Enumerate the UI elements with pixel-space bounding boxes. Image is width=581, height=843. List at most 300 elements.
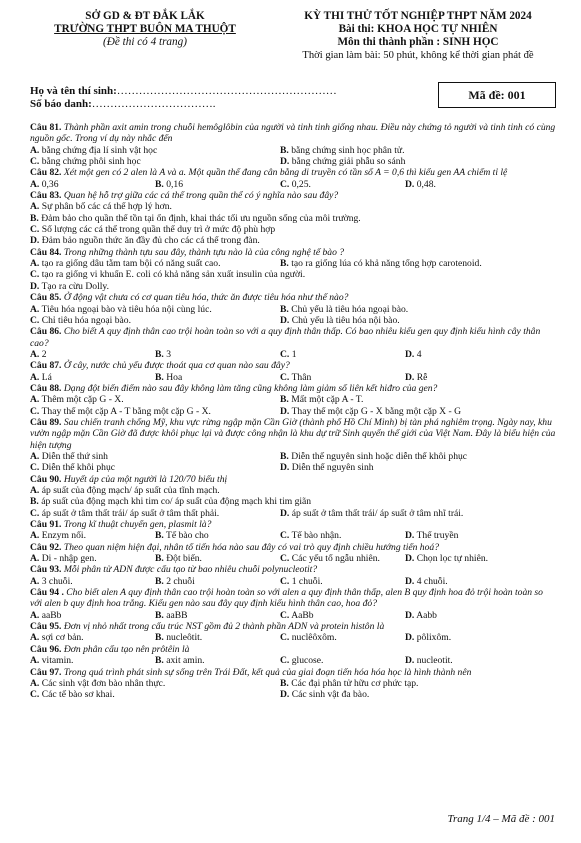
question — [30, 564, 556, 587]
question-stem — [30, 360, 556, 371]
answer-option — [155, 655, 280, 666]
option-text: Thay thế một cặp A - T bằng một cặp G - X. — [41, 405, 211, 417]
option-text: pôlixôm. — [416, 632, 452, 644]
option-letter: B. — [155, 371, 164, 383]
question-text: Quan hệ hỗ trợ giữa các cá thể trong quần thể có ý nghĩa nào sau đây? — [63, 190, 339, 202]
question-text: Theo quan niệm hiện đại, nhân tố tiến hóa nào sau đây có vai trò quy định chiều hướng tiến hoá? — [63, 541, 439, 553]
option-text: Thay thế một cặp G - X bằng một cặp X - G — [291, 405, 462, 417]
option-letter: C. — [30, 314, 40, 326]
option-text: Thêm một cặp G - X. — [41, 394, 124, 406]
question-text: Sau chiến tranh chống Mỹ, khu vực rừng ngập mặn Cần Giờ (thành phố Hồ Chí Minh) bị tàn phá nghiêm trọng. Ngày nay, khu vườn ngập mặn Cần Giờ đã được khôi phục lại và được công nhận là khu dự trữ Sinh quyển thế giới của Việt Nam. Đây là biểu hiện của hiện tượng — [30, 416, 556, 451]
option-letter: D. — [280, 689, 290, 701]
option-letter: B. — [155, 575, 164, 587]
option-text: 0,25. — [291, 178, 311, 190]
option-text: 4 — [416, 348, 422, 360]
option-letter: B. — [30, 212, 39, 224]
question — [30, 326, 556, 360]
option-text: Diễn thế nguyên sinh hoặc diễn thế khôi phục — [291, 450, 468, 462]
option-letter: D. — [405, 348, 415, 360]
option-text: 0,36 — [41, 178, 59, 190]
exam-time: Thời gian làm bài: 50 phút, không kể thời gian phát đề — [302, 50, 534, 61]
answer-option — [280, 406, 530, 417]
option-text: Thân — [291, 371, 312, 383]
department-name: SỞ GD & ĐT ĐẮK LẮK — [85, 10, 205, 22]
option-text: 0,16 — [166, 178, 184, 190]
question-number: Câu 87. — [30, 360, 62, 372]
answer-option — [155, 530, 280, 541]
question — [30, 167, 556, 190]
option-letter: D. — [405, 553, 415, 565]
option-text: glucose. — [291, 655, 324, 667]
question — [30, 587, 556, 621]
option-row — [30, 315, 556, 326]
option-letter: C. — [280, 371, 290, 383]
answer-option — [155, 632, 280, 643]
option-text: áp suất của động mạch/ áp suất của tĩnh mạch. — [41, 485, 220, 496]
question — [30, 519, 556, 542]
option-row — [30, 394, 556, 405]
question-number: Câu 89. — [30, 416, 62, 428]
option-row — [30, 372, 556, 383]
answer-option — [30, 201, 556, 212]
option-text: Số lượng các cá thể trong quần thể duy trì ở mức độ phù hợp — [41, 224, 276, 236]
answer-option — [280, 394, 530, 405]
option-row — [30, 655, 556, 666]
name-label: Họ và tên thí sinh: — [30, 85, 117, 97]
option-letter: D. — [280, 507, 290, 519]
answer-option — [405, 576, 530, 587]
option-letter: B. — [155, 348, 164, 360]
question-number: Câu 81. — [30, 122, 62, 133]
answer-option — [30, 156, 280, 167]
question-text: Mỗi phân tử ADN được cấu tạo từ bao nhiêu chuỗi polynucleotit? — [63, 564, 318, 576]
option-text: Enzym nối. — [41, 530, 86, 542]
answer-option — [405, 632, 530, 643]
answer-option — [405, 372, 530, 383]
option-letter: A. — [30, 348, 40, 360]
option-letter: C. — [30, 224, 40, 236]
option-letter: A. — [30, 485, 40, 496]
option-text: Tạo ra cừu Dolly. — [41, 280, 110, 292]
question-stem — [30, 292, 556, 303]
option-letter: B. — [155, 632, 164, 644]
question-stem — [30, 587, 556, 610]
option-letter: D. — [405, 632, 415, 644]
question-stem — [30, 667, 556, 678]
option-text: Hoa — [166, 371, 183, 383]
answer-option — [30, 462, 280, 473]
option-text: nucleotit. — [416, 655, 453, 667]
option-letter: D. — [280, 405, 290, 417]
page-count-note: (Đề thi có 4 trang) — [103, 36, 187, 48]
question-number: Câu 97. — [30, 666, 62, 678]
answer-option — [30, 394, 280, 405]
option-letter: A. — [30, 632, 40, 644]
option-text: Diễn thế nguyên sinh — [291, 462, 374, 474]
id-label: Số báo danh: — [30, 98, 92, 110]
question-number: Câu 93. — [30, 564, 62, 576]
option-text: vitamin. — [41, 655, 74, 667]
option-letter: B. — [155, 178, 164, 190]
option-text: 2 — [41, 348, 47, 360]
option-letter: C. — [30, 269, 40, 281]
answer-option — [30, 576, 155, 587]
answer-option — [280, 372, 405, 383]
option-letter: C. — [280, 609, 290, 621]
option-row — [30, 451, 556, 462]
answer-option — [30, 508, 280, 519]
question-number: Câu 90. — [30, 473, 62, 485]
option-letter: D. — [405, 371, 415, 383]
school-name: TRƯỜNG THPT BUÔN MA THUỘT — [54, 23, 236, 35]
option-letter: C. — [30, 689, 40, 701]
option-row — [30, 610, 556, 621]
option-letter: A. — [30, 677, 40, 689]
answer-option — [405, 610, 530, 621]
answer-option — [280, 315, 530, 326]
option-letter: A. — [30, 258, 40, 270]
answer-option — [30, 315, 280, 326]
answer-option — [155, 610, 280, 621]
question-text: Ở động vật chưa có cơ quan tiêu hóa, thức ăn được tiêu hóa như thế nào? — [63, 292, 349, 304]
option-letter: A. — [30, 450, 40, 462]
question-number: Câu 82. — [30, 167, 62, 179]
option-text: Chủ yếu là tiêu hóa nội bào. — [291, 314, 400, 326]
answer-option — [405, 179, 530, 190]
option-row — [30, 145, 556, 156]
option-text: Aabb — [416, 609, 437, 621]
option-text: tạo ra giống vi khuẩn E. coli có khả năng sản xuất insulin của người. — [41, 269, 306, 281]
question-stem — [30, 542, 556, 553]
option-text: 2 chuỗi — [166, 575, 195, 587]
option-text: tạo ra giống dâu tằm tam bội có năng suất cao. — [41, 258, 221, 270]
option-letter: A. — [30, 394, 40, 406]
question-text: Thành phần axit amin trong chuỗi hemôglôbin của người và tinh tinh giống nhau. Điều này chứng tỏ người và tinh tinh có cùng nguồn gốc. Trong ví dụ này nhắc đến — [30, 122, 556, 145]
answer-option — [405, 349, 530, 360]
option-letter: B. — [155, 609, 164, 621]
question-list — [30, 122, 556, 701]
question — [30, 383, 556, 417]
question-number: Câu 88. — [30, 382, 62, 394]
option-letter: B. — [280, 394, 289, 406]
answer-option — [30, 406, 280, 417]
question-stem — [30, 122, 556, 145]
question-stem — [30, 326, 556, 349]
option-text: bằng chứng sinh học phân tử. — [291, 144, 405, 156]
option-letter: A. — [30, 371, 40, 383]
question-number: Câu 96. — [30, 643, 62, 655]
question — [30, 122, 556, 167]
option-letter: B. — [280, 144, 289, 156]
question — [30, 417, 556, 474]
answer-option — [280, 156, 530, 167]
option-text: Đột biến. — [166, 553, 202, 565]
page-footer: Trang 1/4 – Mã đề : 001 — [447, 813, 555, 825]
question-text: Cho biết A quy định thân cao trội hoàn toàn so với a quy định thân thấp. Có bao nhiêu kiểu gen quy định kiểu hình cây thân cao? — [30, 326, 541, 349]
option-letter: A. — [30, 530, 40, 542]
question-text: Đơn phân cấu tạo nên prôtêin là — [63, 643, 190, 655]
option-text: aaBb — [41, 609, 62, 621]
answer-option — [280, 678, 530, 689]
option-text: sợi cơ bản. — [41, 632, 84, 644]
answer-option — [280, 655, 405, 666]
question-stem — [30, 564, 556, 575]
option-letter: D. — [405, 530, 415, 542]
question-stem — [30, 417, 556, 451]
option-letter: C. — [280, 530, 290, 542]
question-text: Dạng đột biến điểm nào sau đây không làm tăng cũng không làm giảm số liên kết hiđro của gen? — [63, 382, 438, 394]
option-text: Rễ — [416, 371, 428, 383]
answer-option — [280, 553, 405, 564]
question — [30, 667, 556, 701]
option-letter: A. — [30, 655, 40, 667]
option-letter: A. — [30, 178, 40, 190]
option-letter: A. — [30, 609, 40, 621]
option-letter: A. — [30, 201, 40, 213]
answer-option — [30, 485, 556, 496]
option-row — [30, 576, 556, 587]
option-row — [30, 258, 556, 269]
option-letter: D. — [280, 462, 290, 474]
option-letter: D. — [280, 156, 290, 168]
option-letter: C. — [280, 575, 290, 587]
question-number: Câu 95. — [30, 621, 62, 633]
question-number: Câu 94 . — [30, 587, 64, 599]
option-text: tạo ra giống lúa có khả năng tổng hợp carotenoid. — [291, 258, 482, 270]
option-row — [30, 530, 556, 541]
option-text: AaBb — [291, 609, 314, 621]
answer-option — [30, 496, 556, 507]
question-stem — [30, 190, 556, 201]
answer-option — [30, 304, 280, 315]
option-letter: B. — [280, 303, 289, 315]
option-row — [30, 156, 556, 167]
question-number: Câu 85. — [30, 292, 62, 304]
answer-option — [280, 576, 405, 587]
option-letter: C. — [280, 655, 290, 667]
option-text: 1 chuỗi. — [291, 575, 323, 587]
option-text: axit amin. — [166, 655, 205, 667]
option-text: áp suất của động mạch khi tim co/ áp suất của động mạch khi tim giãn — [41, 496, 312, 508]
option-text: Lá — [41, 371, 52, 383]
option-letter: A. — [30, 575, 40, 587]
question-number: Câu 91. — [30, 519, 62, 531]
option-text: bằng chứng địa lí sinh vật học — [41, 144, 158, 156]
answer-option — [30, 451, 280, 462]
question-stem — [30, 474, 556, 485]
option-text: Các đại phân tử hữu cơ phức tạp. — [291, 677, 419, 689]
option-letter: D. — [30, 235, 40, 247]
option-letter: B. — [155, 530, 164, 542]
option-row — [30, 689, 556, 700]
option-letter: B. — [155, 553, 164, 565]
option-letter: B. — [280, 258, 289, 270]
question-text: Cho biết alen A quy định thân cao trội hoàn toàn so với alen a quy định thân thấp, alen B quy định hoa đỏ trội hoàn toàn so với alen b quy định hoa trắng. Kiểu gen nào sau đây quy định kiểu hình thân cao, hoa đỏ? — [30, 587, 543, 610]
option-text: Thể truyền — [416, 530, 459, 542]
exam-title: KỲ THI THỬ TỐT NGHIỆP THPT NĂM 2024 — [304, 10, 532, 22]
question-stem — [30, 621, 556, 632]
answer-option — [30, 349, 155, 360]
answer-option — [155, 576, 280, 587]
answer-option — [30, 224, 556, 235]
option-text: Diễn thế khôi phục — [41, 462, 116, 474]
option-row — [30, 179, 556, 190]
answer-option — [280, 349, 405, 360]
answer-option — [30, 530, 155, 541]
answer-option — [30, 281, 556, 292]
option-letter: B. — [280, 450, 289, 462]
answer-option — [280, 179, 405, 190]
answer-option — [30, 179, 155, 190]
question — [30, 644, 556, 667]
option-text: nuclêôxôm. — [291, 632, 337, 644]
option-letter: B. — [30, 496, 39, 508]
exam-subject: Bài thi: KHOA HỌC TỰ NHIÊN — [338, 23, 498, 35]
option-text: 0,48. — [416, 178, 436, 190]
option-text: bằng chứng giải phẫu so sánh — [291, 156, 406, 168]
question — [30, 292, 556, 326]
option-row — [30, 508, 556, 519]
option-letter: D. — [405, 609, 415, 621]
answer-option — [30, 258, 280, 269]
question-stem — [30, 247, 556, 258]
option-text: Các sinh vật đơn bào nhân thực. — [41, 677, 166, 689]
option-letter: C. — [280, 348, 290, 360]
option-text: Các yếu tố ngẫu nhiên. — [291, 553, 380, 565]
question — [30, 474, 556, 519]
option-text: Tế bào cho — [166, 530, 209, 542]
header-right — [268, 10, 568, 62]
answer-option — [155, 179, 280, 190]
question-text: Ở cây, nước chủ yếu được thoát qua cơ quan nào sau đây? — [63, 360, 290, 372]
answer-option — [30, 145, 280, 156]
option-text: Tiêu hóa ngoại bào và tiêu hóa nội cùng lúc. — [41, 303, 212, 315]
answer-option — [30, 632, 155, 643]
option-letter: C. — [280, 632, 290, 644]
option-letter: D. — [280, 314, 290, 326]
question-number: Câu 83. — [30, 190, 62, 202]
answer-option — [280, 610, 405, 621]
answer-option — [280, 689, 530, 700]
option-letter: D. — [30, 280, 40, 292]
answer-option — [30, 553, 155, 564]
answer-option — [30, 610, 155, 621]
answer-option — [280, 530, 405, 541]
option-text: Sự phân bố các cá thể hợp lý hơn. — [41, 201, 172, 213]
option-text: áp suất ở tâm thất trái/ áp suất ở tâm nhĩ trái. — [291, 507, 464, 519]
option-letter: D. — [405, 178, 415, 190]
exam-component: Môn thi thành phần : SINH HỌC — [337, 36, 499, 48]
question-stem — [30, 383, 556, 394]
question-text: Xét một gen có 2 alen là A và a. Một quần thể đang cân bằng di truyền có tần số A = 0,6 thì kiểu gen AA chiếm tỉ lệ — [63, 167, 508, 179]
answer-option — [280, 462, 530, 473]
option-row — [30, 553, 556, 564]
question-text: Trong quá trình phát sinh sự sống trên Trái Đất, kết quả của giai đoạn tiến hóa hóa học là hình thành nên — [63, 666, 472, 678]
option-text: Đảm bảo cho quần thể tồn tại ổn định, khai thác tối ưu nguồn sống của môi trường. — [41, 212, 361, 224]
answer-option — [280, 632, 405, 643]
answer-option — [405, 530, 530, 541]
option-letter: D. — [405, 655, 415, 667]
answer-option — [280, 145, 530, 156]
answer-option — [155, 349, 280, 360]
answer-option — [280, 304, 530, 315]
option-text: 3 chuỗi. — [41, 575, 73, 587]
answer-option — [30, 269, 556, 280]
option-text: bằng chứng phôi sinh học — [41, 156, 141, 168]
answer-option — [30, 655, 155, 666]
option-text: 3 — [166, 348, 172, 360]
option-text: nucleôtit. — [166, 632, 203, 644]
option-letter: B. — [280, 677, 289, 689]
name-dots: …………………………………………………… — [116, 85, 337, 97]
option-letter: C. — [30, 156, 40, 168]
option-text: Chỉ tiêu hóa ngoại bào. — [41, 314, 131, 326]
answer-option — [30, 689, 280, 700]
question-stem — [30, 519, 556, 530]
answer-option — [280, 451, 530, 462]
option-letter: C. — [30, 462, 40, 474]
question — [30, 621, 556, 644]
question-text: Trong những thành tựu sau đây, thành tựu nào là của công nghệ tế bào ? — [63, 246, 345, 258]
option-letter: C. — [280, 178, 290, 190]
option-letter: D. — [405, 575, 415, 587]
option-text: 1 — [291, 348, 297, 360]
header-left — [30, 10, 260, 49]
question — [30, 190, 556, 247]
option-text: Chủ yếu là tiêu hóa ngoại bào. — [291, 303, 409, 315]
question-text: Huyết áp của một người là 120/70 biểu thị — [63, 473, 228, 485]
question-text: Trong kĩ thuật chuyển gen, plasmit là? — [63, 519, 212, 531]
option-row — [30, 406, 556, 417]
option-text: Diễn thế thứ sinh — [41, 450, 108, 462]
exam-code-box: Mã đề: 001 — [438, 82, 556, 108]
option-text: 4 chuỗi. — [416, 575, 448, 587]
option-text: Đảm bảo nguồn thức ăn đầy đủ cho các cá thể trong đàn. — [41, 235, 260, 247]
option-row — [30, 678, 556, 689]
option-row — [30, 462, 556, 473]
question-number: Câu 84. — [30, 246, 62, 258]
option-letter: C. — [280, 553, 290, 565]
option-row — [30, 304, 556, 315]
answer-option — [155, 553, 280, 564]
option-text: Mất một cặp A - T. — [291, 394, 364, 406]
option-letter: C. — [30, 405, 40, 417]
option-letter: A. — [30, 553, 40, 565]
question — [30, 360, 556, 383]
option-text: Các sinh vật đa bào. — [291, 689, 370, 701]
question — [30, 542, 556, 565]
question-stem — [30, 644, 556, 655]
option-text: Các tế bào sơ khai. — [41, 689, 115, 701]
option-letter: C. — [30, 507, 40, 519]
answer-option — [405, 553, 530, 564]
question-stem — [30, 167, 556, 178]
option-row — [30, 632, 556, 643]
question — [30, 247, 556, 292]
option-letter: B. — [155, 655, 164, 667]
answer-option — [30, 213, 556, 224]
answer-option — [280, 508, 530, 519]
option-text: Chọn lọc tự nhiên. — [416, 553, 489, 565]
option-text: Tế bào nhận. — [291, 530, 342, 542]
answer-option — [30, 678, 280, 689]
answer-option — [155, 372, 280, 383]
question-number: Câu 86. — [30, 326, 62, 338]
option-row — [30, 349, 556, 360]
option-text: áp suất ở tâm thất trái/ áp suất ở tâm thất phải. — [41, 507, 220, 519]
option-letter: A. — [30, 144, 40, 156]
answer-option — [280, 258, 530, 269]
